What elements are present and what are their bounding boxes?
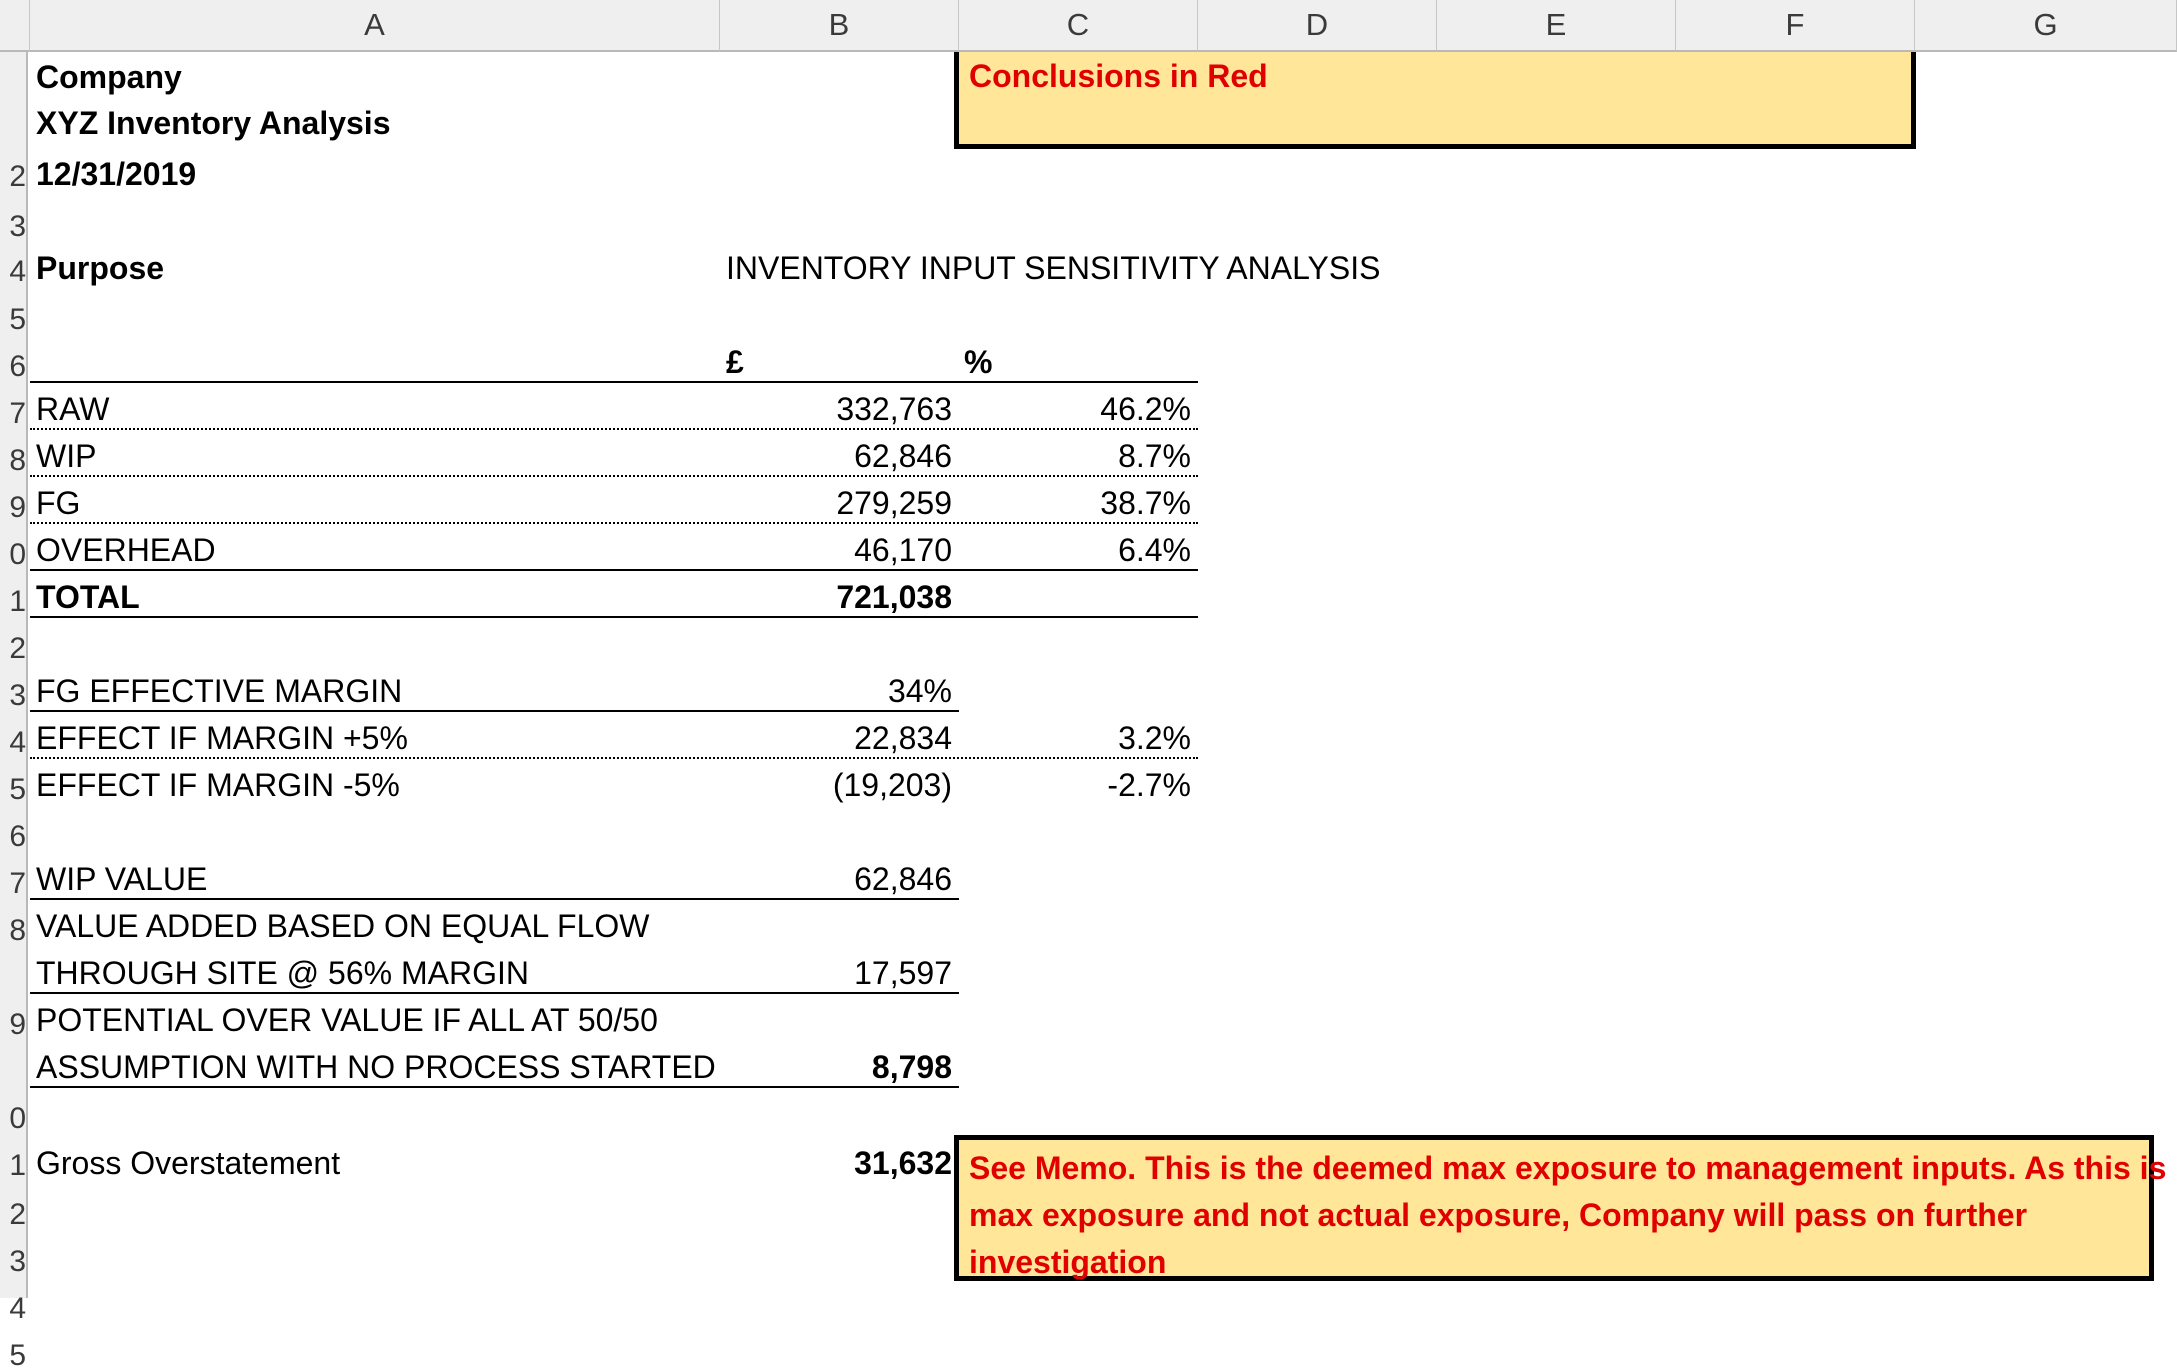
fg-margin-value[interactable]: 34% xyxy=(887,673,952,709)
row-number[interactable]: 2 xyxy=(9,1198,26,1231)
margin-plus-pct[interactable]: 3.2% xyxy=(1118,720,1191,756)
column-header-c[interactable]: C xyxy=(959,0,1198,52)
column-header-g[interactable]: G xyxy=(1915,0,2177,52)
currency-header[interactable]: £ xyxy=(726,344,744,380)
fg-margin-label[interactable]: FG EFFECTIVE MARGIN xyxy=(36,673,403,709)
row-number[interactable]: 3 xyxy=(9,1245,26,1278)
row-number[interactable]: 4 xyxy=(9,255,26,288)
row-value-fg[interactable]: 279,259 xyxy=(836,485,952,521)
row-number[interactable]: 1 xyxy=(9,585,26,618)
row-number[interactable]: 7 xyxy=(9,867,26,900)
row-number[interactable]: 9 xyxy=(9,1008,26,1041)
row-divider xyxy=(30,757,1198,759)
purpose-label[interactable]: Purpose xyxy=(36,250,165,286)
wip-value-label[interactable]: WIP VALUE xyxy=(36,861,208,897)
wip-value[interactable]: 62,846 xyxy=(854,861,952,897)
row-number[interactable]: 0 xyxy=(9,1102,26,1135)
gross-overstatement-value[interactable]: 31,632 xyxy=(854,1145,952,1181)
row-number[interactable]: 6 xyxy=(9,820,26,853)
potential-over-label-line1[interactable]: POTENTIAL OVER VALUE IF ALL AT 50/50 xyxy=(36,1002,658,1038)
row-value-overhead[interactable]: 46,170 xyxy=(854,532,952,568)
value-added-label-line1[interactable]: VALUE ADDED BASED ON EQUAL FLOW xyxy=(36,908,650,944)
wip-rule xyxy=(30,898,959,900)
company-name[interactable]: Company xyxy=(36,59,182,95)
total-value[interactable]: 721,038 xyxy=(836,579,952,615)
row-label-wip[interactable]: WIP xyxy=(36,438,97,474)
row-label-overhead[interactable]: OVERHEAD xyxy=(36,532,216,568)
potential-over-value[interactable]: 8,798 xyxy=(871,1049,952,1085)
purpose-text[interactable]: INVENTORY INPUT SENSITIVITY ANALYSIS xyxy=(726,250,1381,286)
column-header-f[interactable]: F xyxy=(1676,0,1915,52)
row-header-strip[interactable] xyxy=(0,52,28,1372)
row-number[interactable]: 5 xyxy=(9,303,26,336)
gross-overstatement-label[interactable]: Gross Overstatement xyxy=(36,1145,341,1181)
row-number[interactable]: 6 xyxy=(9,350,26,383)
report-date[interactable]: 12/31/2019 xyxy=(36,156,197,192)
row-pct-raw[interactable]: 46.2% xyxy=(1100,391,1191,427)
total-bottom-rule xyxy=(30,616,1198,618)
memo-line[interactable]: investigation xyxy=(969,1244,1167,1280)
row-number[interactable]: 8 xyxy=(9,444,26,477)
row-number[interactable]: 0 xyxy=(9,538,26,571)
table-top-rule xyxy=(30,381,1198,383)
row-label-raw[interactable]: RAW xyxy=(36,391,110,427)
value-added-value[interactable]: 17,597 xyxy=(854,955,952,991)
memo-box[interactable] xyxy=(954,1135,2167,1281)
row-number[interactable]: 8 xyxy=(9,914,26,947)
row-number[interactable]: 4 xyxy=(9,1292,26,1325)
row-pct-overhead[interactable]: 6.4% xyxy=(1118,532,1191,568)
row-divider xyxy=(30,428,1198,430)
row-number[interactable]: 3 xyxy=(9,679,26,712)
row-number[interactable]: 1 xyxy=(9,1149,26,1182)
column-header-e[interactable]: E xyxy=(1437,0,1676,52)
margin-minus-label[interactable]: EFFECT IF MARGIN -5% xyxy=(36,767,400,803)
margin-plus-label[interactable]: EFFECT IF MARGIN +5% xyxy=(36,720,408,756)
memo-line[interactable]: max exposure and not actual exposure, Company will pass on further xyxy=(969,1197,2028,1233)
row-number[interactable]: 2 xyxy=(9,160,26,193)
row-value-wip[interactable]: 62,846 xyxy=(854,438,952,474)
column-header-corner[interactable] xyxy=(0,0,30,52)
row-number[interactable]: 3 xyxy=(9,210,26,243)
conclusions-note[interactable]: Conclusions in Red xyxy=(969,58,1268,94)
row-divider xyxy=(30,475,1198,477)
potential-over-rule xyxy=(30,1086,959,1088)
percent-header[interactable]: % xyxy=(964,344,993,380)
row-number[interactable]: 2 xyxy=(9,632,26,665)
conclusions-box[interactable] xyxy=(954,52,1916,149)
analysis-title[interactable]: XYZ Inventory Analysis xyxy=(36,105,391,141)
row-number[interactable]: 5 xyxy=(9,1339,26,1372)
row-number[interactable]: 4 xyxy=(9,726,26,759)
row-pct-wip[interactable]: 8.7% xyxy=(1118,438,1191,474)
value-added-label-line2[interactable]: THROUGH SITE @ 56% MARGIN xyxy=(36,955,529,991)
margin-minus-pct[interactable]: -2.7% xyxy=(1107,767,1191,803)
margin-rule xyxy=(30,710,959,712)
column-header-b[interactable]: B xyxy=(720,0,959,52)
value-added-rule xyxy=(30,992,959,994)
row-label-fg[interactable]: FG xyxy=(36,485,81,521)
memo-line[interactable]: See Memo. This is the deemed max exposure to management inputs. As this is xyxy=(969,1150,2167,1186)
margin-minus-value[interactable]: (19,203) xyxy=(832,767,952,803)
row-number[interactable]: 5 xyxy=(9,773,26,806)
potential-over-label-line2[interactable]: ASSUMPTION WITH NO PROCESS STARTED xyxy=(36,1049,716,1085)
row-value-raw[interactable]: 332,763 xyxy=(836,391,952,427)
column-header-d[interactable]: D xyxy=(1198,0,1437,52)
column-header-a[interactable]: A xyxy=(30,0,720,52)
row-divider xyxy=(30,522,1198,524)
row-number[interactable]: 7 xyxy=(9,397,26,430)
total-top-rule xyxy=(30,569,1198,571)
margin-plus-value[interactable]: 22,834 xyxy=(854,720,952,756)
row-pct-fg[interactable]: 38.7% xyxy=(1100,485,1191,521)
row-number[interactable]: 9 xyxy=(9,491,26,524)
total-label[interactable]: TOTAL xyxy=(36,579,140,615)
